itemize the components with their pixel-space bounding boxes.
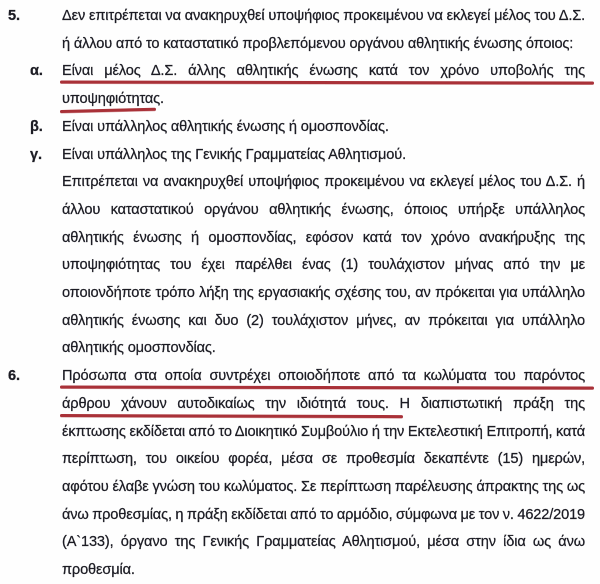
red-underline-stroke [60,385,594,389]
text-line: Επιτρέπεται να ανακηρυχθεί υποψήφιος προκειμένου να εκλεγεί μέλος του Δ.Σ. ή [62,174,585,191]
text-line: άλλου καταστατικού οργάνου αθλητικής ένωσης, όποιος υπήρξε υπάλληλος [62,201,585,218]
item-letter-alpha: α. [30,63,43,80]
red-underline-stroke [60,414,403,418]
text-line: αθλητικής ένωσης και δυο (2) τουλάχιστον μήνες, αν πρόκειται για υπάλληλο [62,312,585,329]
list-item-alpha [0,58,600,113]
text-line: (Α`133), όργανο της Γενικής Γραμματείας Αθλητισμού, μέσα στην ίδια ως άνω [62,534,585,551]
text-line: άρθρου χάνουν αυτοδικαίως την ιδιότητά τους. Η διαπιστωτική πράξη της [62,391,585,419]
text-line: αφότου έλαβε γνώση του κωλύματος. Σε περίπτωση παρέλευσης άπρακτης της ως [62,478,585,495]
item-letter-gamma: γ. [30,146,42,163]
item-number-5: 5. [8,8,20,24]
text-line: Είναι μέλος Δ.Σ. άλλης αθλητικής ένωσης κατά τον χρόνο υποβολής της [62,58,585,86]
paragraph-continuation [0,169,600,363]
text-line: Είναι υπάλληλος αθλητικής ένωσης ή ομοσπονδίας. [62,118,389,135]
text-line: υποψηφιότητας. [62,86,585,114]
text-line: αθλητικής ομοσπονδίας. [62,340,216,357]
text-line: οποιονδήποτε τρόπο λήξη της εργασιακής σχέσης του, αν πρόκειται για υπάλληλο [62,285,585,302]
list-item-beta [0,114,600,142]
text-line: αθλητικής ένωσης ή ομοσπονδίας, εφόσον κατά τον χρόνο ανακήρυξης της [62,229,585,246]
red-underline-stroke [60,107,156,112]
paragraph-5 [0,3,600,58]
text-line: έκπτωσης εκδίδεται από το Διοικητικό Συμβούλιο ή την Εκτελεστική Επιτροπή, κατά [62,423,585,440]
text-line: προθεσμία. [62,562,135,579]
text-line: υποψηφιότητας του έχει παρέλθει ένας (1) τουλάχιστον μήνας από την με [62,257,585,274]
text-line: Δεν επιτρέπεται να ανακηρυχθεί υποψήφιος προκειμένου να εκλεγεί μέλος του Δ.Σ. [62,8,585,24]
text-line: Πρόσωπα στα οποία συντρέχει οποιοδήποτε από τα κωλύματα του παρόντος [62,363,585,391]
text-line: ή άλλου από το καταστατικό προβλεπόμενου οργάνου αθλητικής ένωσης όποιος: [62,35,574,52]
red-underline-stroke [60,81,594,85]
text-line: περίπτωση, του οικείου φορέα, μέσα σε προθεσμία δεκαπέντε (15) ημερών, [62,451,585,468]
list-item-gamma [0,142,600,170]
text-line: άνω προθεσμίας, η πράξη εκδίδεται από το αρμόδιο, σύμφωνα με τον ν. 4622/2019 [62,506,585,523]
item-number-6: 6. [8,368,20,385]
item-letter-beta: β. [30,118,43,135]
paragraph-6 [0,363,600,584]
text-line: Είναι υπάλληλος της Γενικής Γραμματείας Αθλητισμού. [62,146,407,163]
